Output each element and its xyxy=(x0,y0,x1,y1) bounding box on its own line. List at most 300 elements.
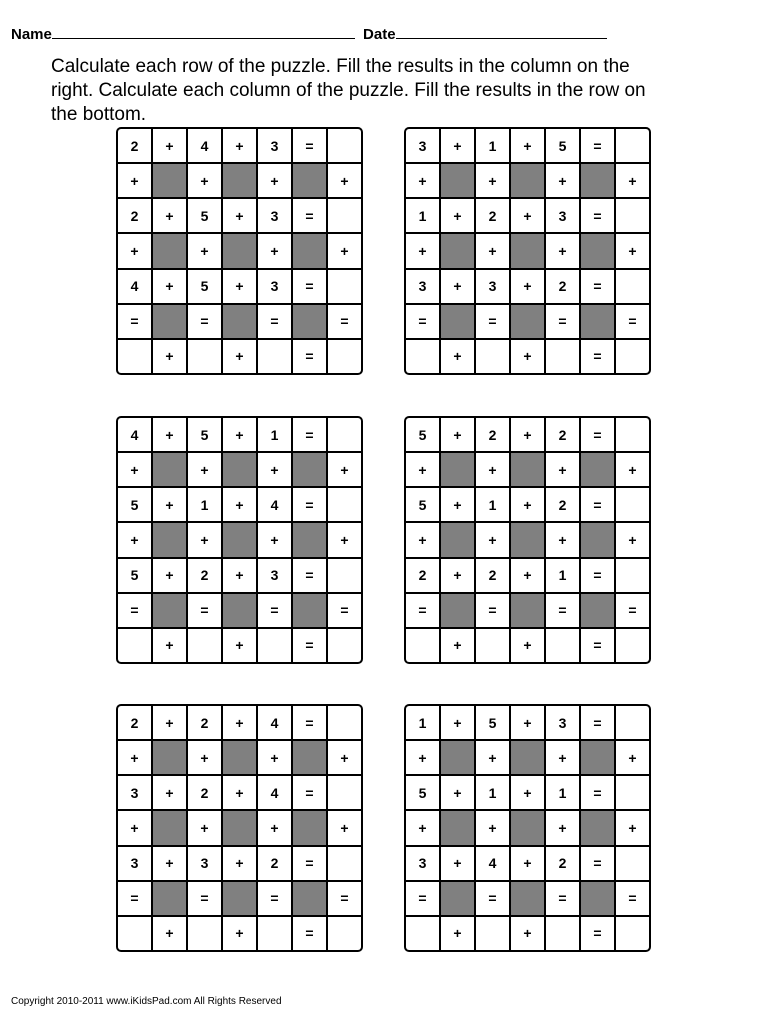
shaded-cell xyxy=(293,882,326,915)
column-answer-cell[interactable] xyxy=(406,629,439,662)
puzzle-grid-2 xyxy=(404,127,651,375)
column-answer-cell[interactable] xyxy=(188,340,221,373)
column-answer-cell[interactable] xyxy=(118,629,151,662)
number-cell: 5 xyxy=(118,559,151,592)
column-answer-cell[interactable] xyxy=(476,340,509,373)
plus-sign: + xyxy=(476,523,509,556)
shaded-cell xyxy=(511,811,544,844)
number-cell: 1 xyxy=(476,776,509,809)
date-field-line[interactable] xyxy=(396,25,607,39)
plus-sign: + xyxy=(511,199,544,232)
plus-sign: + xyxy=(441,629,474,662)
column-answer-cell[interactable] xyxy=(616,340,649,373)
number-cell: 2 xyxy=(188,706,221,739)
plus-sign: + xyxy=(441,199,474,232)
name-label: Name xyxy=(11,26,52,43)
plus-sign: + xyxy=(476,741,509,774)
number-cell: 2 xyxy=(546,270,579,303)
column-answer-cell[interactable] xyxy=(258,340,291,373)
plus-sign: + xyxy=(223,629,256,662)
equals-sign: = xyxy=(616,305,649,338)
number-cell: 2 xyxy=(546,847,579,880)
shaded-cell xyxy=(581,164,614,197)
plus-sign: + xyxy=(406,164,439,197)
plus-sign: + xyxy=(188,523,221,556)
number-cell: 3 xyxy=(118,847,151,880)
plus-sign: + xyxy=(118,234,151,267)
column-answer-cell[interactable] xyxy=(546,917,579,950)
number-cell: 5 xyxy=(188,199,221,232)
plus-sign: + xyxy=(118,164,151,197)
shaded-cell xyxy=(581,741,614,774)
column-answer-cell[interactable] xyxy=(118,340,151,373)
plus-sign: + xyxy=(223,488,256,521)
equals-sign: = xyxy=(293,776,326,809)
equals-sign: = xyxy=(258,305,291,338)
shaded-cell xyxy=(293,305,326,338)
plus-sign: + xyxy=(223,270,256,303)
shaded-cell xyxy=(581,234,614,267)
shaded-cell xyxy=(511,523,544,556)
equals-sign: = xyxy=(293,270,326,303)
plus-sign: + xyxy=(223,917,256,950)
plus-sign: + xyxy=(476,164,509,197)
number-cell: 2 xyxy=(258,847,291,880)
number-cell: 1 xyxy=(546,776,579,809)
column-answer-cell[interactable] xyxy=(546,629,579,662)
plus-sign: + xyxy=(616,453,649,486)
plus-sign: + xyxy=(223,559,256,592)
plus-sign: + xyxy=(406,234,439,267)
plus-sign: + xyxy=(511,129,544,162)
number-cell: 3 xyxy=(406,270,439,303)
plus-sign: + xyxy=(153,706,186,739)
puzzle-grid-4 xyxy=(404,416,651,664)
equals-sign: = xyxy=(476,882,509,915)
row-answer-cell[interactable] xyxy=(616,559,649,592)
copyright-footer: Copyright 2010-2011 www.iKidsPad.com All Rights Reserved xyxy=(11,996,282,1007)
plus-sign: + xyxy=(546,234,579,267)
shaded-cell xyxy=(153,234,186,267)
plus-sign: + xyxy=(511,340,544,373)
plus-sign: + xyxy=(223,776,256,809)
shaded-cell xyxy=(153,305,186,338)
shaded-cell xyxy=(581,305,614,338)
plus-sign: + xyxy=(406,811,439,844)
shaded-cell xyxy=(581,594,614,627)
shaded-cell xyxy=(581,811,614,844)
shaded-cell xyxy=(511,741,544,774)
equals-sign: = xyxy=(328,305,361,338)
equals-sign: = xyxy=(581,559,614,592)
equals-sign: = xyxy=(293,488,326,521)
column-answer-cell[interactable] xyxy=(328,917,361,950)
plus-sign: + xyxy=(153,847,186,880)
equals-sign: = xyxy=(546,594,579,627)
plus-sign: + xyxy=(616,234,649,267)
number-cell: 1 xyxy=(406,199,439,232)
equals-sign: = xyxy=(581,917,614,950)
puzzle-grid-5 xyxy=(116,704,363,952)
plus-sign: + xyxy=(223,199,256,232)
plus-sign: + xyxy=(118,741,151,774)
equals-sign: = xyxy=(581,629,614,662)
shaded-cell xyxy=(293,741,326,774)
plus-sign: + xyxy=(616,523,649,556)
plus-sign: + xyxy=(406,741,439,774)
equals-sign: = xyxy=(581,776,614,809)
shaded-cell xyxy=(511,453,544,486)
equals-sign: = xyxy=(476,594,509,627)
plus-sign: + xyxy=(511,418,544,451)
instructions: Calculate each row of the puzzle. Fill the results in the column on the right. Calculate each column of the puzzle. Fill the results in the row on the bottom. xyxy=(51,56,646,125)
row-answer-cell[interactable] xyxy=(616,847,649,880)
equals-sign: = xyxy=(258,594,291,627)
shaded-cell xyxy=(441,234,474,267)
plus-sign: + xyxy=(616,164,649,197)
number-cell: 2 xyxy=(476,199,509,232)
shaded-cell xyxy=(293,164,326,197)
shaded-cell xyxy=(223,741,256,774)
shaded-cell xyxy=(223,164,256,197)
shaded-cell xyxy=(223,305,256,338)
number-cell: 4 xyxy=(118,418,151,451)
equals-sign: = xyxy=(258,882,291,915)
equals-sign: = xyxy=(293,847,326,880)
plus-sign: + xyxy=(223,129,256,162)
shaded-cell xyxy=(511,164,544,197)
shaded-cell xyxy=(441,523,474,556)
puzzle-grid-1 xyxy=(116,127,363,375)
plus-sign: + xyxy=(616,741,649,774)
equals-sign: = xyxy=(406,594,439,627)
plus-sign: + xyxy=(223,418,256,451)
number-cell: 1 xyxy=(476,129,509,162)
plus-sign: + xyxy=(118,523,151,556)
plus-sign: + xyxy=(476,811,509,844)
row-answer-cell[interactable] xyxy=(616,418,649,451)
number-cell: 1 xyxy=(258,418,291,451)
equals-sign: = xyxy=(546,882,579,915)
number-cell: 2 xyxy=(406,559,439,592)
number-cell: 3 xyxy=(258,199,291,232)
number-cell: 5 xyxy=(406,488,439,521)
plus-sign: + xyxy=(153,559,186,592)
shaded-cell xyxy=(153,741,186,774)
equals-sign: = xyxy=(581,129,614,162)
plus-sign: + xyxy=(441,847,474,880)
equals-sign: = xyxy=(293,418,326,451)
number-cell: 5 xyxy=(406,418,439,451)
plus-sign: + xyxy=(153,418,186,451)
number-cell: 1 xyxy=(406,706,439,739)
plus-sign: + xyxy=(223,340,256,373)
number-cell: 2 xyxy=(188,776,221,809)
plus-sign: + xyxy=(441,488,474,521)
number-cell: 4 xyxy=(118,270,151,303)
plus-sign: + xyxy=(118,453,151,486)
plus-sign: + xyxy=(223,847,256,880)
plus-sign: + xyxy=(511,847,544,880)
number-cell: 2 xyxy=(546,418,579,451)
equals-sign: = xyxy=(406,305,439,338)
plus-sign: + xyxy=(441,706,474,739)
plus-sign: + xyxy=(258,523,291,556)
plus-sign: + xyxy=(441,917,474,950)
number-cell: 4 xyxy=(476,847,509,880)
column-answer-cell[interactable] xyxy=(258,629,291,662)
number-cell: 3 xyxy=(406,847,439,880)
shaded-cell xyxy=(581,882,614,915)
plus-sign: + xyxy=(546,811,579,844)
shaded-cell xyxy=(511,882,544,915)
plus-sign: + xyxy=(153,340,186,373)
number-cell: 3 xyxy=(258,270,291,303)
shaded-cell xyxy=(153,164,186,197)
name-date-header xyxy=(11,25,607,43)
plus-sign: + xyxy=(188,164,221,197)
equals-sign: = xyxy=(581,199,614,232)
number-cell: 2 xyxy=(118,129,151,162)
plus-sign: + xyxy=(153,129,186,162)
plus-sign: + xyxy=(188,741,221,774)
equals-sign: = xyxy=(293,917,326,950)
number-cell: 1 xyxy=(546,559,579,592)
plus-sign: + xyxy=(476,234,509,267)
plus-sign: + xyxy=(223,706,256,739)
equals-sign: = xyxy=(581,706,614,739)
plus-sign: + xyxy=(406,523,439,556)
number-cell: 2 xyxy=(476,559,509,592)
column-answer-cell[interactable] xyxy=(406,917,439,950)
plus-sign: + xyxy=(511,629,544,662)
plus-sign: + xyxy=(258,234,291,267)
row-answer-cell[interactable] xyxy=(616,270,649,303)
number-cell: 3 xyxy=(546,199,579,232)
row-answer-cell[interactable] xyxy=(328,129,361,162)
plus-sign: + xyxy=(188,811,221,844)
equals-sign: = xyxy=(581,418,614,451)
plus-sign: + xyxy=(153,629,186,662)
column-answer-cell[interactable] xyxy=(476,917,509,950)
plus-sign: + xyxy=(328,811,361,844)
plus-sign: + xyxy=(153,270,186,303)
shaded-cell xyxy=(441,882,474,915)
equals-sign: = xyxy=(581,340,614,373)
equals-sign: = xyxy=(328,882,361,915)
equals-sign: = xyxy=(118,594,151,627)
number-cell: 4 xyxy=(258,488,291,521)
equals-sign: = xyxy=(328,594,361,627)
shaded-cell xyxy=(441,594,474,627)
plus-sign: + xyxy=(188,234,221,267)
plus-sign: + xyxy=(511,270,544,303)
shaded-cell xyxy=(293,234,326,267)
shaded-cell xyxy=(293,594,326,627)
puzzle-grid-6 xyxy=(404,704,651,952)
number-cell: 2 xyxy=(476,418,509,451)
equals-sign: = xyxy=(293,629,326,662)
equals-sign: = xyxy=(293,199,326,232)
shaded-cell xyxy=(293,523,326,556)
equals-sign: = xyxy=(581,488,614,521)
plus-sign: + xyxy=(328,234,361,267)
number-cell: 5 xyxy=(546,129,579,162)
equals-sign: = xyxy=(581,270,614,303)
shaded-cell xyxy=(223,882,256,915)
plus-sign: + xyxy=(153,776,186,809)
number-cell: 2 xyxy=(546,488,579,521)
equals-sign: = xyxy=(118,882,151,915)
column-answer-cell[interactable] xyxy=(546,340,579,373)
plus-sign: + xyxy=(153,488,186,521)
shaded-cell xyxy=(511,305,544,338)
shaded-cell xyxy=(511,234,544,267)
plus-sign: + xyxy=(258,164,291,197)
number-cell: 3 xyxy=(258,129,291,162)
row-answer-cell[interactable] xyxy=(328,199,361,232)
column-answer-cell[interactable] xyxy=(476,629,509,662)
row-answer-cell[interactable] xyxy=(328,270,361,303)
shaded-cell xyxy=(441,164,474,197)
number-cell: 5 xyxy=(188,418,221,451)
shaded-cell xyxy=(441,305,474,338)
shaded-cell xyxy=(153,594,186,627)
column-answer-cell[interactable] xyxy=(258,917,291,950)
number-cell: 1 xyxy=(188,488,221,521)
shaded-cell xyxy=(293,811,326,844)
equals-sign: = xyxy=(406,882,439,915)
plus-sign: + xyxy=(511,917,544,950)
row-answer-cell[interactable] xyxy=(616,488,649,521)
row-answer-cell[interactable] xyxy=(328,559,361,592)
plus-sign: + xyxy=(258,811,291,844)
number-cell: 3 xyxy=(118,776,151,809)
equals-sign: = xyxy=(476,305,509,338)
number-cell: 4 xyxy=(188,129,221,162)
equals-sign: = xyxy=(188,594,221,627)
plus-sign: + xyxy=(616,811,649,844)
row-answer-cell[interactable] xyxy=(616,129,649,162)
plus-sign: + xyxy=(546,164,579,197)
shaded-cell xyxy=(293,453,326,486)
number-cell: 5 xyxy=(118,488,151,521)
column-answer-cell[interactable] xyxy=(118,917,151,950)
number-cell: 3 xyxy=(188,847,221,880)
number-cell: 4 xyxy=(258,776,291,809)
shaded-cell xyxy=(223,523,256,556)
plus-sign: + xyxy=(118,811,151,844)
number-cell: 3 xyxy=(406,129,439,162)
plus-sign: + xyxy=(441,776,474,809)
equals-sign: = xyxy=(293,129,326,162)
number-cell: 2 xyxy=(118,706,151,739)
row-answer-cell[interactable] xyxy=(328,706,361,739)
shaded-cell xyxy=(223,594,256,627)
shaded-cell xyxy=(223,234,256,267)
shaded-cell xyxy=(223,811,256,844)
shaded-cell xyxy=(441,741,474,774)
column-answer-cell[interactable] xyxy=(328,340,361,373)
plus-sign: + xyxy=(546,741,579,774)
plus-sign: + xyxy=(546,453,579,486)
number-cell: 4 xyxy=(258,706,291,739)
row-answer-cell[interactable] xyxy=(328,418,361,451)
equals-sign: = xyxy=(616,882,649,915)
column-answer-cell[interactable] xyxy=(616,629,649,662)
plus-sign: + xyxy=(328,164,361,197)
number-cell: 2 xyxy=(188,559,221,592)
plus-sign: + xyxy=(511,488,544,521)
equals-sign: = xyxy=(293,559,326,592)
shaded-cell xyxy=(153,882,186,915)
number-cell: 3 xyxy=(476,270,509,303)
equals-sign: = xyxy=(616,594,649,627)
shaded-cell xyxy=(441,453,474,486)
plus-sign: + xyxy=(546,523,579,556)
column-answer-cell[interactable] xyxy=(188,629,221,662)
equals-sign: = xyxy=(188,882,221,915)
plus-sign: + xyxy=(441,340,474,373)
row-answer-cell[interactable] xyxy=(616,199,649,232)
plus-sign: + xyxy=(511,776,544,809)
name-field-line[interactable] xyxy=(52,25,355,39)
plus-sign: + xyxy=(441,129,474,162)
shaded-cell xyxy=(223,453,256,486)
plus-sign: + xyxy=(441,270,474,303)
equals-sign: = xyxy=(118,305,151,338)
column-answer-cell[interactable] xyxy=(616,917,649,950)
number-cell: 2 xyxy=(118,199,151,232)
equals-sign: = xyxy=(293,340,326,373)
row-answer-cell[interactable] xyxy=(328,776,361,809)
plus-sign: + xyxy=(511,706,544,739)
plus-sign: + xyxy=(188,453,221,486)
shaded-cell xyxy=(153,453,186,486)
shaded-cell xyxy=(511,594,544,627)
equals-sign: = xyxy=(188,305,221,338)
column-answer-cell[interactable] xyxy=(406,340,439,373)
column-answer-cell[interactable] xyxy=(328,629,361,662)
date-label: Date xyxy=(363,26,396,43)
plus-sign: + xyxy=(441,559,474,592)
row-answer-cell[interactable] xyxy=(328,488,361,521)
number-cell: 5 xyxy=(188,270,221,303)
plus-sign: + xyxy=(258,741,291,774)
plus-sign: + xyxy=(511,559,544,592)
plus-sign: + xyxy=(441,418,474,451)
row-answer-cell[interactable] xyxy=(616,776,649,809)
plus-sign: + xyxy=(153,917,186,950)
plus-sign: + xyxy=(328,523,361,556)
shaded-cell xyxy=(581,453,614,486)
row-answer-cell[interactable] xyxy=(616,706,649,739)
row-answer-cell[interactable] xyxy=(328,847,361,880)
column-answer-cell[interactable] xyxy=(188,917,221,950)
shaded-cell xyxy=(441,811,474,844)
plus-sign: + xyxy=(328,741,361,774)
number-cell: 3 xyxy=(258,559,291,592)
equals-sign: = xyxy=(581,847,614,880)
plus-sign: + xyxy=(406,453,439,486)
number-cell: 1 xyxy=(476,488,509,521)
plus-sign: + xyxy=(153,199,186,232)
plus-sign: + xyxy=(328,453,361,486)
shaded-cell xyxy=(153,523,186,556)
shaded-cell xyxy=(153,811,186,844)
shaded-cell xyxy=(581,523,614,556)
number-cell: 3 xyxy=(546,706,579,739)
